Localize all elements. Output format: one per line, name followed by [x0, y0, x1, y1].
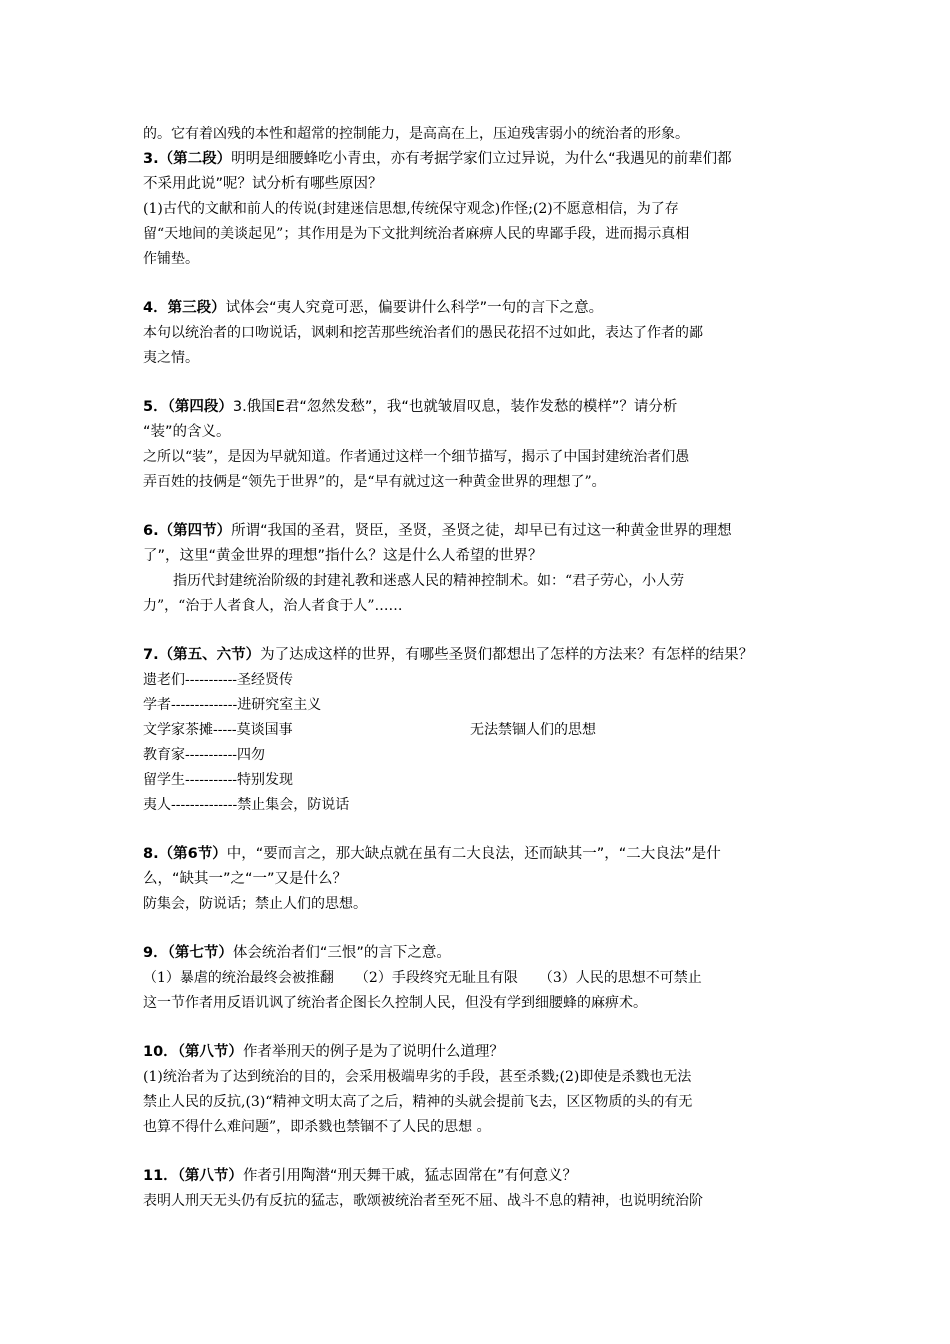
question-4: [143, 296, 823, 321]
question-text: 为了达成这样的世界，有哪些圣贤们都想出了怎样的方法来？有怎样的结果？: [260, 647, 754, 663]
method-row: 遗老们-----------圣经贤传: [143, 672, 294, 688]
question-text: 体会统治者们“三恨”的言下之意。: [232, 945, 451, 961]
answer-line: 也算不得什么难问题”，即杀戮也禁锢不了人民的思想 。: [143, 1119, 491, 1135]
question-text: 作者举刑天的例子是为了说明什么道理？: [242, 1044, 504, 1060]
method-row: 留学生-----------特别发现: [143, 772, 294, 788]
question-number: 6.: [143, 523, 159, 539]
question-section-tag: （第二段）: [158, 151, 232, 167]
question-text-line: 了”，这里“黄金世界的理想”指什么？这是什么人希望的世界？: [143, 548, 543, 564]
answer-line: (1)古代的文献和前人的传说(封建迷信思想,传统保守观念)作怪;(2)不愿意相信，为了存: [143, 201, 679, 217]
answer-line: 这一节作者用反语讥讽了统治者企图长久控制人民，但没有学到细腰蜂的麻痹术。: [143, 995, 647, 1011]
question-number: 10．: [143, 1044, 178, 1060]
question-text: 所谓“我国的圣君，贤臣，圣贤，圣贤之徒，却早已有过这一种黄金世界的理想: [231, 523, 732, 539]
question-section-tag: （第四段）: [167, 399, 233, 415]
question-number: 3.: [143, 151, 159, 167]
question-section-tag: 第三段）: [167, 300, 226, 316]
question-number: 7.: [143, 647, 159, 663]
method-result: 无法禁锢人们的思想: [470, 722, 596, 738]
method-row-with-result: [143, 718, 823, 743]
answer-line: 表明人刑天无头仍有反抗的猛志，歌颂被统治者至死不屈、战斗不息的精神，也说明统治阶: [143, 1193, 703, 1209]
answer-line: 弄百姓的技俩是“领先于世界”的，是“早有就过这一种黄金世界的理想了”。: [143, 474, 606, 490]
question-number: 4．: [143, 300, 168, 316]
question-section-tag: （第四节）: [158, 523, 232, 539]
method-row: 教育家-----------四勿: [143, 747, 266, 763]
question-section-tag: （第八节）: [177, 1168, 243, 1184]
answer-line: 本句以统治者的口吻说话，讽刺和挖苦那些统治者们的愚民花招不过如此，表达了作者的鄙: [143, 325, 703, 341]
question-10: [143, 1040, 823, 1065]
question-6: [143, 519, 823, 544]
question-text: 中，“要而言之，那大缺点就在虽有二大良法，还而缺其一”，“二大良法”是什: [226, 846, 721, 862]
question-section-tag: （第6节）: [158, 846, 227, 862]
answer-line: 之所以“装”，是因为早就知道。作者通过这样一个细节描写，揭示了中国封建统治者们愚: [143, 449, 690, 465]
answer-line: 力”，“治于人者食人，治人者食于人”……: [143, 598, 403, 614]
answer-line: (1)统治者为了达到统治的目的，会采用极端卑劣的手段，甚至杀戮;(2)即使是杀戮也无法: [143, 1069, 692, 1085]
question-7: [143, 643, 823, 668]
answer-line: 禁止人民的反抗,(3)“精神文明太高了之后，精神的头就会提前飞去，区区物质的头的有无: [143, 1094, 693, 1110]
question-9: [143, 941, 823, 966]
answer-line: 的。它有着凶残的本性和超常的控制能力，是高高在上，压迫残害弱小的统治者的形象。: [143, 126, 689, 142]
question-text: 作者引用陶潜“刑天舞干戚，猛志固常在”有何意义？: [242, 1168, 577, 1184]
question-number: 5．: [143, 399, 168, 415]
answer-line: 作铺垫。: [143, 251, 199, 267]
question-section-tag: （第七节）: [167, 945, 233, 961]
question-number: 11．: [143, 1168, 178, 1184]
question-text-line: 么，“缺其一”之“一”又是什么？: [143, 871, 348, 887]
answer-line: 指历代封建统治阶级的封建礼教和迷惑人民的精神控制术。如：“君子劳心，小人劳: [173, 573, 685, 589]
question-11: [143, 1164, 823, 1189]
method-row: 文学家茶摊-----莫谈国事: [143, 722, 293, 738]
question-number: 8.: [143, 846, 159, 862]
question-text: 3.俄国E君“忽然发愁”，我“也就皱眉叹息，装作发愁的模样”？请分析: [232, 399, 678, 415]
question-8: [143, 842, 823, 867]
question-text: 试体会“夷人究竟可恶，偏要讲什么科学”一句的言下之意。: [225, 300, 604, 316]
question-section-tag: （第八节）: [177, 1044, 243, 1060]
question-5: [143, 395, 823, 420]
document-body: [143, 122, 823, 1214]
question-3: [143, 147, 823, 172]
answer-line: 夷之情。: [143, 350, 199, 366]
question-text: 明明是细腰蜂吃小青虫，亦有考据学家们立过异说，为什么“我遇见的前辈们都: [231, 151, 732, 167]
question-number: 9．: [143, 945, 168, 961]
answer-line: 防集会，防说话；禁止人们的思想。: [143, 896, 367, 912]
method-row: 夷人--------------禁止集会，防说话: [143, 797, 350, 813]
answer-line: 留“天地间的美谈起见”；其作用是为下文批判统治者麻痹人民的卑鄙手段，进而揭示真相: [143, 226, 690, 242]
question-section-tag: （第五、六节）: [158, 647, 261, 663]
question-text-line: “装”的含义。: [143, 424, 231, 440]
answer-line: （1）暴虐的统治最终会被推翻 （2）手段终究无耻且有限 （3）人民的思想不可禁止: [143, 970, 702, 986]
method-row: 学者--------------进研究室主义: [143, 697, 322, 713]
question-text-line: 不采用此说”呢？试分析有哪些原因？: [143, 176, 383, 192]
